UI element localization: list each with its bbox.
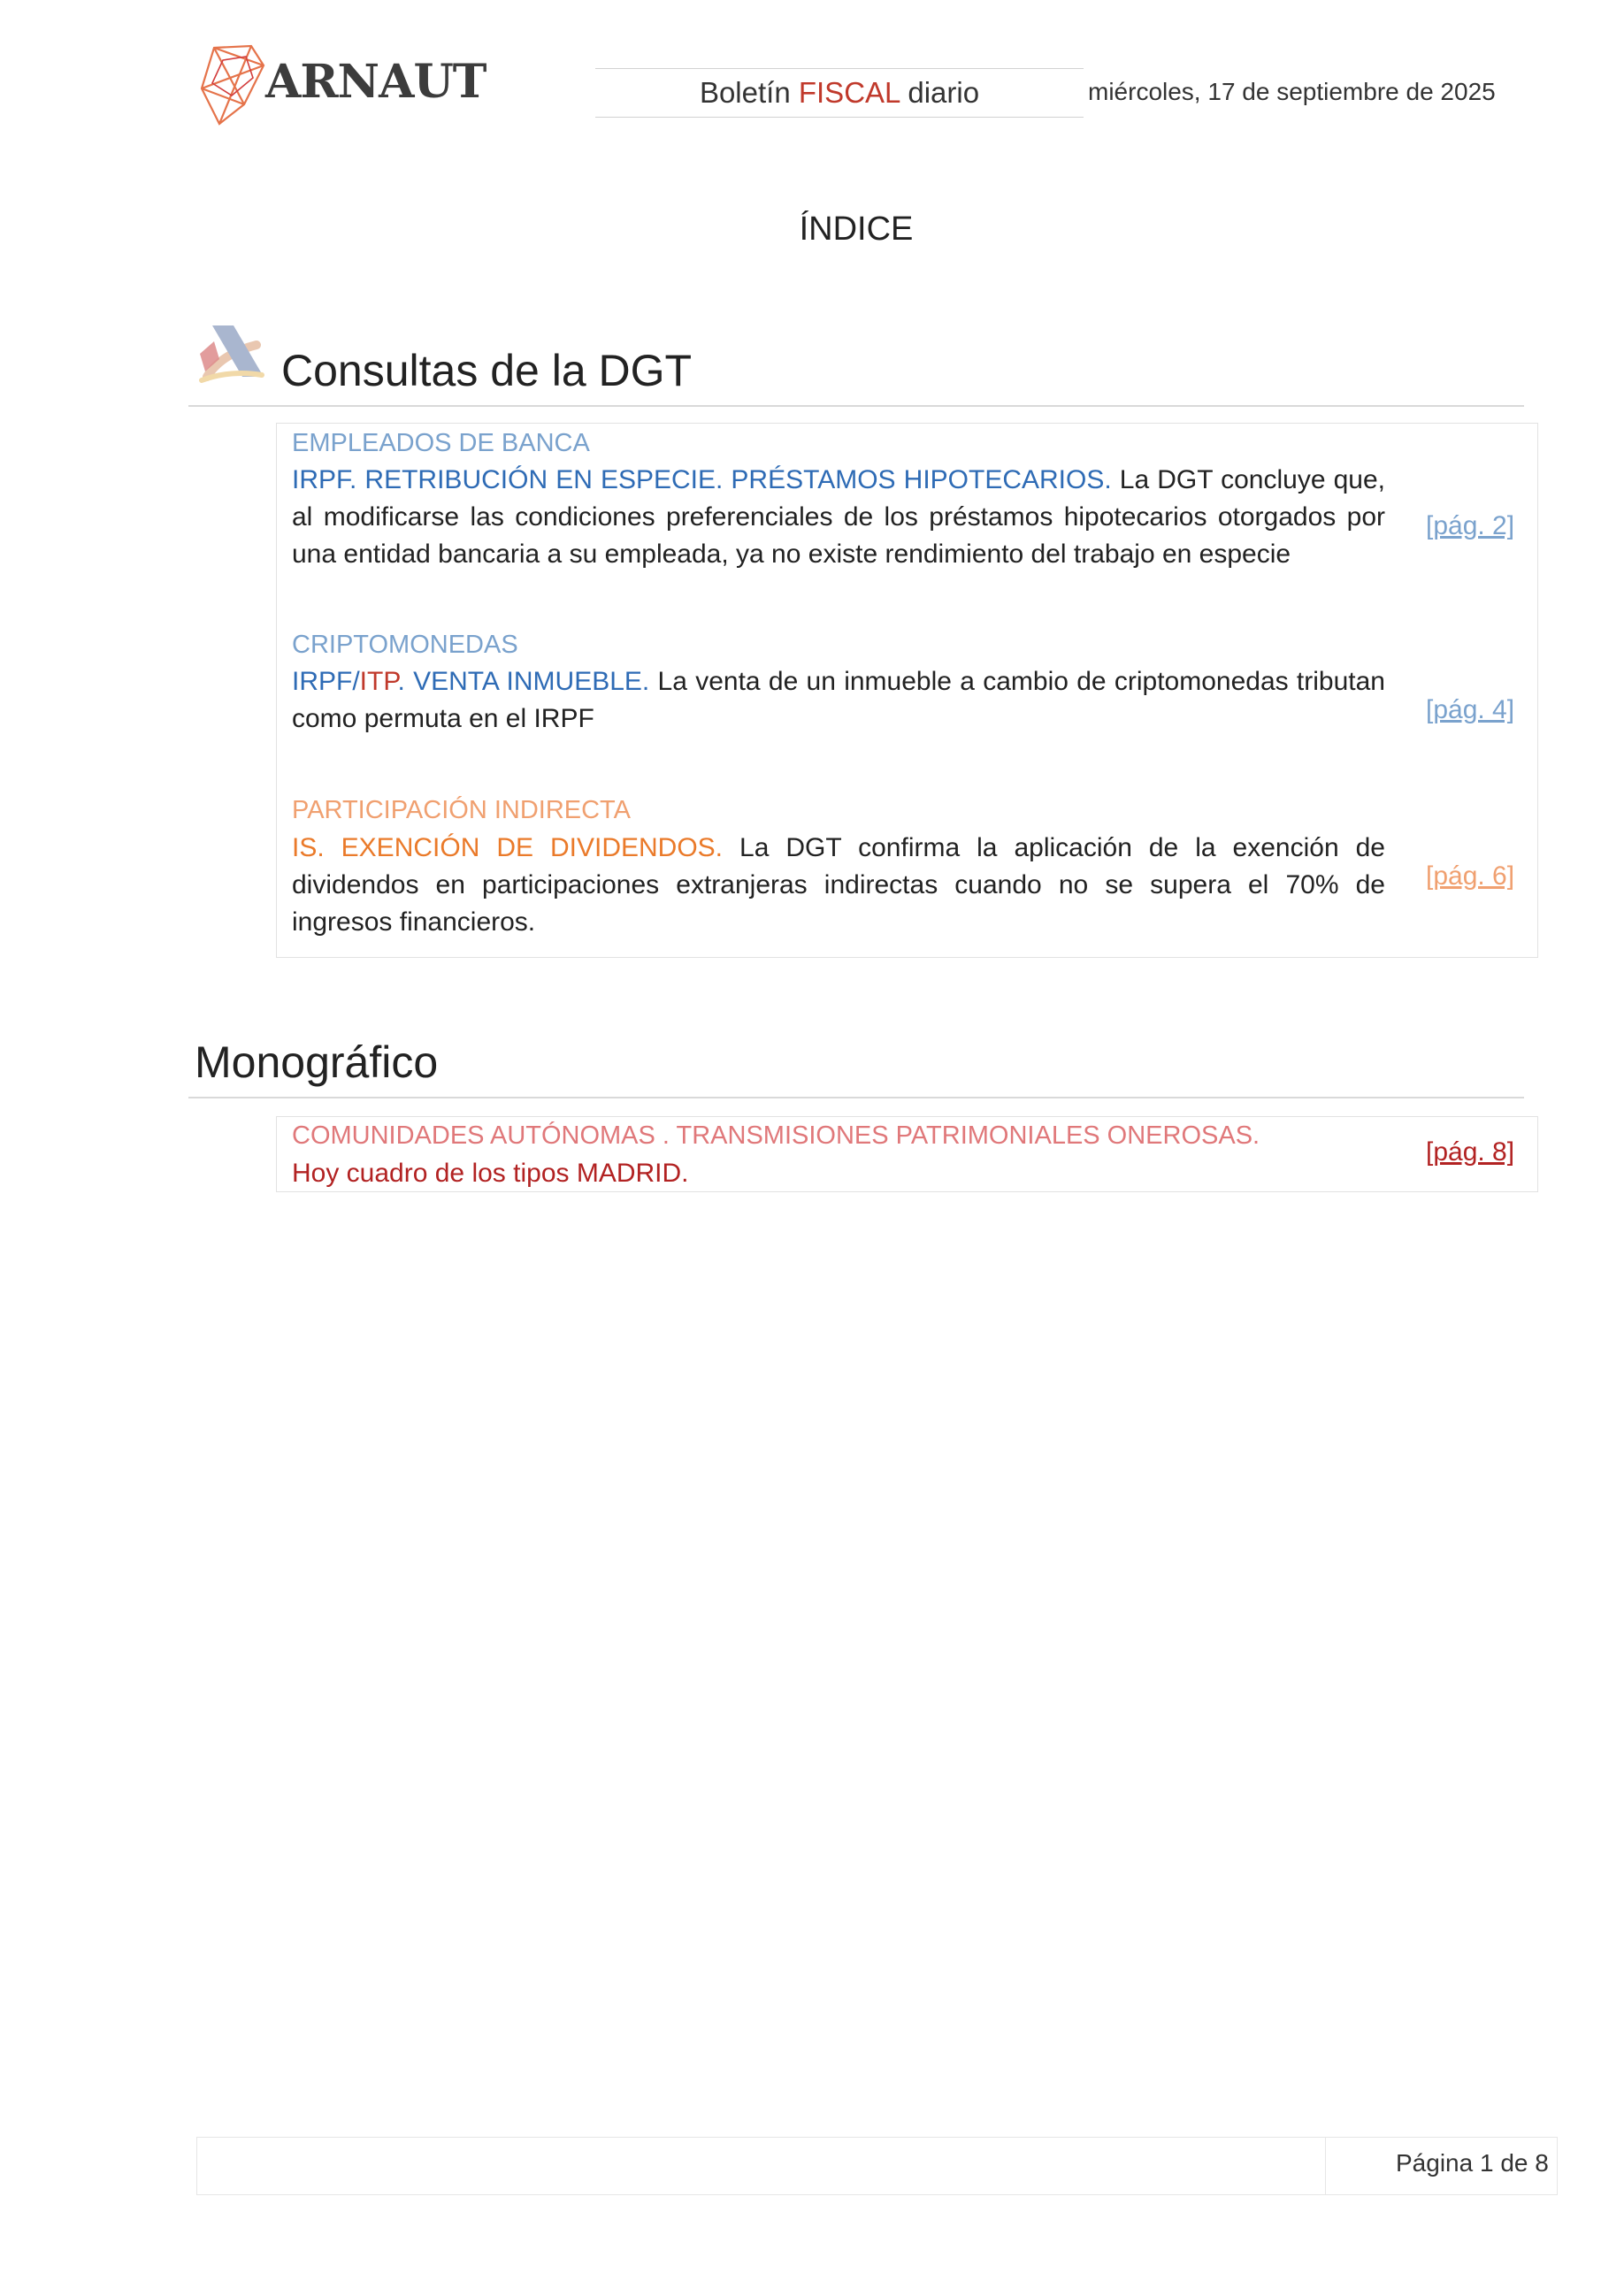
logo-text: ARNAUT: [265, 55, 486, 109]
page-link[interactable]: [pág. 6]: [1426, 861, 1515, 891]
entry-category: EMPLEADOS DE BANCA: [292, 429, 590, 457]
entry-category: COMUNIDADES AUTÓNOMAS . TRANSMISIONES PATRIMONIALES ONEROSAS.: [292, 1121, 1260, 1150]
page-link[interactable]: [pág. 2]: [1426, 511, 1515, 540]
entry-tag: IS. EXENCIÓN DE DIVIDENDOS.: [292, 833, 724, 862]
header-date: miércoles, 17 de septiembre de 2025: [1088, 78, 1496, 105]
entry-text: Hoy cuadro de los tipos MADRID.: [292, 1159, 689, 1188]
bulletin-title-prefix: Boletín: [699, 76, 799, 109]
dgt-agency-icon: [195, 318, 269, 389]
bulletin-title: [595, 68, 1084, 118]
page-link[interactable]: [pág. 4]: [1426, 695, 1515, 724]
entry-description: La DGT confirma la aplicación de la exención de dividendos en participaciones extranjeras indirectas cuando no se supera el 70% de ingresos financieros.: [292, 833, 1385, 937]
entry-text: [292, 830, 1385, 941]
entry-text: [292, 462, 1385, 573]
entry-category: CRIPTOMONEDAS: [292, 631, 518, 659]
entry-tag: ITP: [359, 667, 398, 696]
section-heading-dgt: Consultas de la DGT: [281, 346, 693, 395]
entry-text: [292, 663, 1385, 738]
entry-tag: IRPF/: [292, 667, 360, 696]
section-divider: [188, 1097, 1524, 1098]
footer-box: [196, 2137, 1558, 2195]
entry-description: La venta de un inmueble a cambio de criptomonedas tributan como permuta en el IRPF: [292, 667, 1385, 733]
entry-tag: . VENTA INMUEBLE.: [397, 667, 650, 696]
entry-tag: IRPF. RETRIBUCIÓN EN ESPECIE. PRÉSTAMOS HIPOTECARIOS.: [292, 465, 1112, 494]
section-heading-monografico: Monográfico: [195, 1037, 439, 1087]
geometric-logo-icon: [196, 42, 267, 131]
footer-page-number: Página 1 de 8: [1396, 2149, 1549, 2177]
entry-category: PARTICIPACIÓN INDIRECTA: [292, 796, 631, 824]
section-divider: [188, 405, 1524, 407]
entry-description: La DGT concluye que, al modificarse las condiciones preferenciales de los préstamos hipotecarios otorgados por una entidad bancaria a su empleada, ya no existe rendimiento del trabajo en especie: [292, 465, 1385, 569]
index-title: ÍNDICE: [799, 210, 914, 248]
bulletin-title-suffix: diario: [900, 76, 980, 109]
bulletin-title-highlight: FISCAL: [798, 76, 900, 109]
page-link[interactable]: [pág. 8]: [1426, 1137, 1515, 1167]
footer-divider: [1325, 2137, 1326, 2195]
